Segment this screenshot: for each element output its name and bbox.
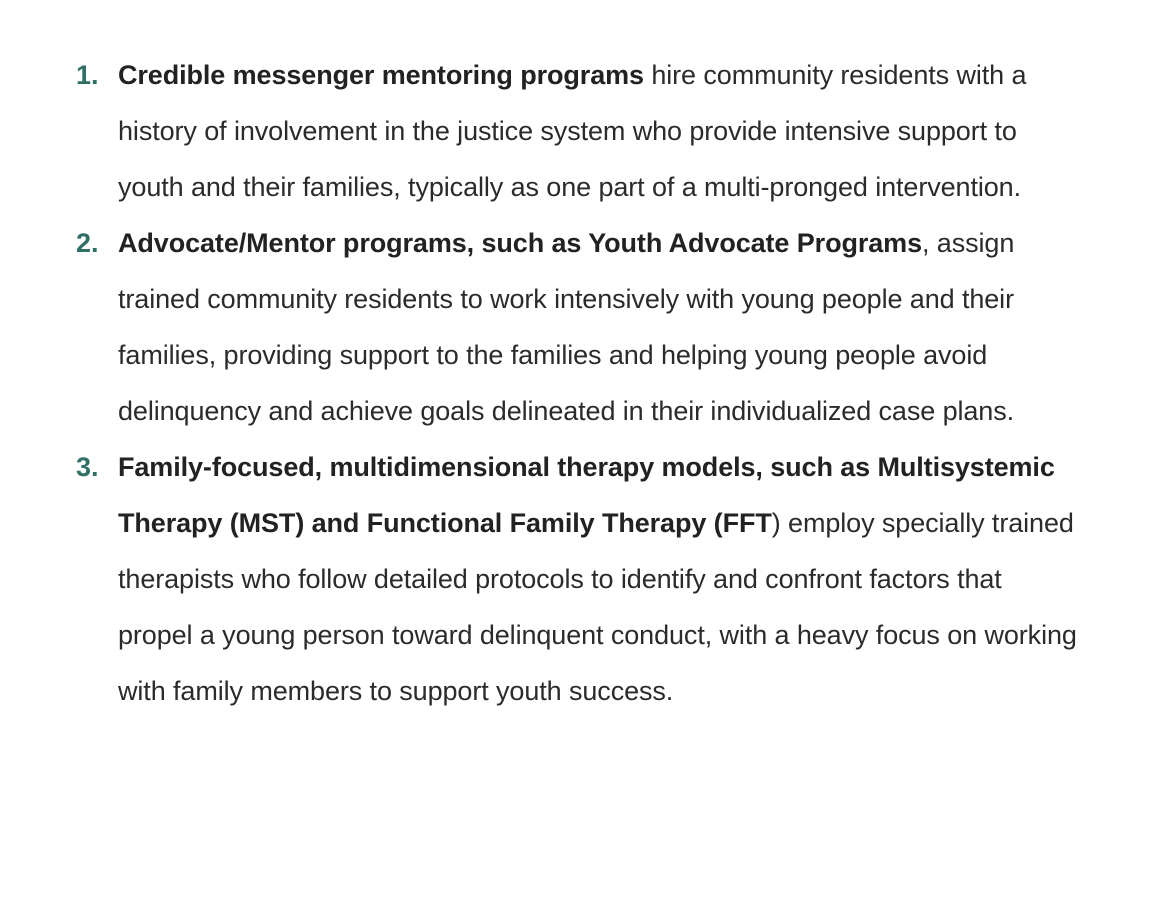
list-item — [0, 47, 1168, 215]
list-item-number: 3. — [76, 452, 99, 482]
list-item-lead: Family-focused, multidimensional therapy models, such as Multisystemic Therapy (MST) and Functional Family Therapy (FFT — [118, 452, 1055, 538]
list-item-text — [118, 439, 1078, 719]
list-item-text — [118, 215, 1078, 439]
list-item-number: 1. — [76, 60, 99, 90]
list-item-number: 2. — [76, 228, 99, 258]
list-item — [0, 215, 1168, 439]
list-item-text — [118, 47, 1078, 215]
list-item-body: , assign trained community residents to work intensively with young people and their families, providing support to the families and helping young people avoid delinquency and achieve goals delineated in their individualized case plans. — [118, 228, 1015, 426]
list-item-lead: Advocate/Mentor programs, such as Youth Advocate Programs — [118, 228, 922, 258]
list-item-lead: Credible messenger mentoring programs — [118, 60, 644, 90]
program-list — [0, 47, 1168, 719]
list-item-body: ) employ specially trained therapists who follow detailed protocols to identify and confront factors that propel a young person toward delinquent conduct, with a heavy focus on working with family members to support youth success. — [118, 508, 1077, 706]
list-item — [0, 439, 1168, 719]
list-item-body: hire community residents with a history of involvement in the justice system who provide intensive support to youth and their families, typically as one part of a multi-pronged intervention. — [118, 60, 1027, 202]
